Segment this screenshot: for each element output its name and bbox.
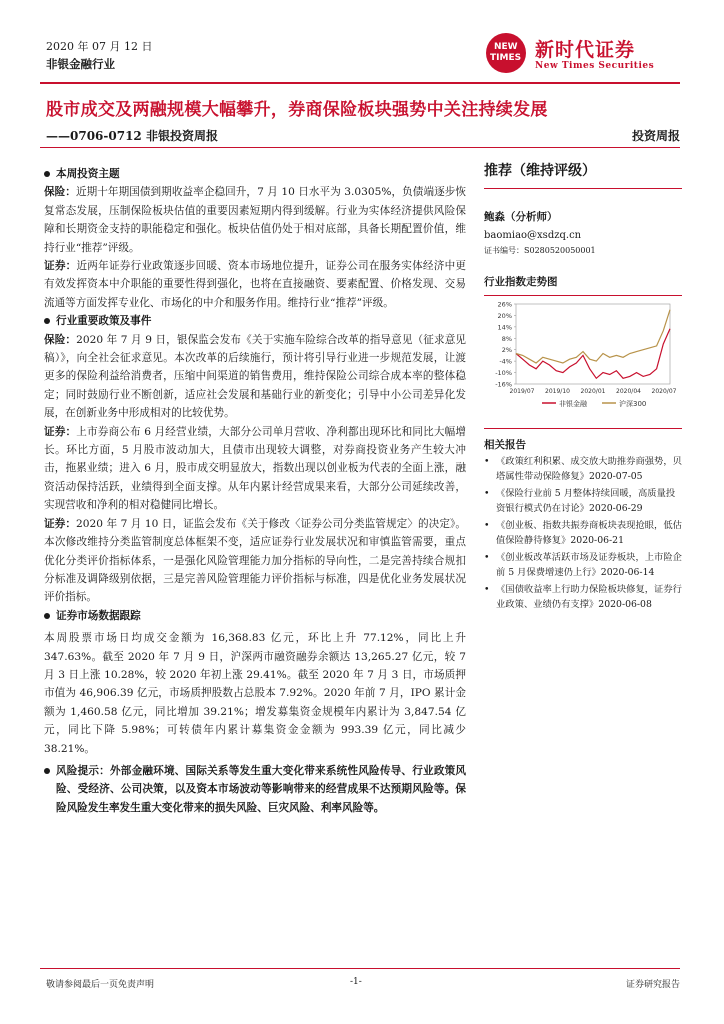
logo-mark-line1: NEW [494,42,518,52]
analyst-email: baomiao@xsdzq.cn [484,230,582,241]
y-tick-label: -10% [495,369,512,378]
series-line-hs300 [516,310,670,363]
rating-divider [484,188,682,189]
sector-label: 非银金融行业 [46,57,115,71]
x-tick-label: 2019/07 [509,388,535,395]
related-report-item[interactable] [484,486,682,516]
y-tick-label: 20% [497,311,512,320]
rating-label: 推荐（维持评级） [484,163,596,179]
policy-insurance-paragraph: 保险：2020 年 7 月 9 日，银保监会发布《关于实施车险综合改革的指导意见（征求意见稿）》，向全社会征求意见。本次改革的后续施行，预计将引导行业进一步规范发展，让渡更多的保险利益给消费者，压缩中间渠道的销售费用，维持保险公司综合成本率的整体稳定；同时鼓励行业不断创新，适应社会发展和基础行业的新变化；引导中小公司差异化发展，在创新业务中形成相对的比较优势。 [44,333,466,420]
company-logo [486,33,672,77]
section-market-heading: 证券市场数据跟踪 [44,607,466,625]
series-line-nonbank [516,329,670,379]
related-report-date: 2020-06-29 [588,503,643,514]
related-divider [484,428,682,429]
legend-label: 沪深300 [619,400,647,408]
report-date: 2020 年 07 月 12 日 [46,40,153,53]
related-report-item[interactable] [484,550,682,580]
logo-cn-text: 新时代证券 [535,39,636,61]
bullet-icon [44,171,50,177]
footer-disclaimer: 敬请参阅最后一页免责声明 [46,980,155,990]
report-subtitle: ——0706-0712 非银投资周报 [46,129,218,143]
main-content [44,165,466,817]
theme-insurance-paragraph: 保险：近期十年期国债到期收益率企稳回升，7 月 10 日水平为 3.0305%，负债端逐步恢复常态发展，压制保险板块估值的重要因素短期内得到缓解。行业为实体经济提供风险保障和长期资金支持的职能稳定和强化。板块估值仍处于相对底部，具备长期配置价值，维持行业“推荐”评级。 [44,186,466,254]
market-data-paragraph: 本周股票市场日均成交金额为 16,368.83 亿元，环比上升 77.12%，同比上升 347.63%。截至 2020 年 7 月 9 日，沪深两市融资融券余额达 13,265.27 亿元，较 7 月 3 日上涨 10.28%，较 2020 年初上涨 29.41%。截至 2020 年 7 月 3 日，市场质押市值为 46,906.39 亿元，市场质押股数占总股本 7.92%。2020 年前 7 月，IPO 累计金额为 1,460.58 亿元，同比增加 39.21%；增发募集资金规模年内累计为 3,847.54 亿元，同比下降 5.98%；可转债年内累计募集资金金额为 993.39 亿元，同比减少 38.21%。 [44,632,466,755]
related-report-item[interactable] [484,582,682,612]
policy-securities-paragraph-2: 证券：2020 年 7 月 10 日，证监会发布《关于修改〈证券公司分类监管规定〉的决定》。本次修改维持分类监管制度总体框架不变，适应证券行业发展状况和审慎监管需要，重点优化分类评价指标体系，一是强化风险管理能力加分指标的导向性，二是完善持续合规扣分标准及调降级别依据，三是完善风险管理能力评价指标与标准，四是优化业务发展状况评价指标。 [44,517,467,604]
title-divider [40,147,680,148]
bullet-icon [44,318,50,324]
sidebar [484,158,682,614]
bullet-icon [44,613,50,619]
related-reports-list [484,454,682,612]
section-theme-heading: 本周投资主题 [44,165,466,183]
index-trend-chart [484,300,682,424]
header-divider [40,82,680,84]
footer-divider [40,968,680,969]
theme-securities-paragraph: 证券：近两年证券行业政策逐步回暖、资本市场地位提升，证券公司在服务实体经济中更有效发挥资本中介职能的重要性得到强化，也将在直接融资、要素配置、价格发现、交易流通等方面发挥专业化、市场化的中介和服务作用。维持行业“推荐”评级。 [44,260,467,309]
logo-mark-line2: TIMES [490,53,522,63]
y-tick-label: 2% [501,346,512,355]
chart-title: 行业指数走势图 [484,276,558,288]
x-tick-label: 2020/04 [616,388,641,395]
y-tick-label: 8% [501,334,512,343]
policy-securities-paragraph-1: 证券：上市券商公布 6 月经营业绩，大部分公司单月营收、净利都出现环比和同比大幅增长。环比方面，5 月股市波动加大，且债市出现较大调整，对券商投资业务产生较大冲击，拖累业绩；进入 6 月，股市成交明显放大，指数出现以创业板为代表的全面上涨，融资活动保持活跃，业绩得到全面支撑。从年内累计经营成果来看，大部分公司延续改善，实现营收和净利的相对稳健同比增长。 [44,425,466,512]
analyst-name: 鲍淼（分析师） [484,211,558,223]
logo-en-text: New Times Securities [535,61,655,71]
related-report-title: 《创业板改革活跃市场及证券板块，上市险企前 5 月保费增速仍上行》 [496,552,682,578]
related-report-title: 《国债收益率上行助力保险板块修复，证券行业政策、业绩仍有支撑》 [496,584,682,610]
related-report-title: 《创业板、指数共振券商板块表现抢眼，低估值保险静待修复》 [496,520,682,546]
related-report-item[interactable] [484,454,682,484]
y-tick-label: 26% [497,300,512,309]
y-tick-label: 14% [497,323,512,332]
footer-doc-type: 证券研究报告 [625,980,680,990]
legend-label: 非银金融 [559,400,587,408]
page-number: -1- [350,977,362,987]
analyst-cert: 证书编号：S0280520050001 [484,246,596,255]
chart-frame [516,304,670,384]
related-report-date: 2020-07-05 [588,471,643,482]
x-tick-label: 2020/07 [651,388,677,395]
related-report-title: 《政策红利积累、成交放大助推券商强势，贝塔属性带动保险修复》 [496,456,682,482]
bullet-icon [44,768,50,774]
related-reports-title: 相关报告 [484,439,526,451]
section-policy-heading: 行业重要政策及事件 [44,312,466,330]
related-report-item[interactable] [484,518,682,548]
risk-warning: 风险提示：外部金融环境、国际关系等发生重大变化带来系统性风险传导、行业政策风险、受经济、公司决策，以及资本市场波动等影响带来的经营成果不达预期风险等。保险风险发生率发生重大变化带来的损失风险、巨灾风险、利率风险等。 [44,762,466,817]
related-report-date: 2020-06-08 [598,599,652,610]
related-report-title: 《保险行业前 5 月整体持续回暖，高质量投资银行模式仍在讨论》 [496,488,676,514]
related-report-date: 2020-06-21 [570,535,624,546]
y-tick-label: -16% [495,380,512,389]
related-report-date: 2020-06-14 [600,567,655,578]
x-tick-label: 2020/01 [580,388,606,395]
y-tick-label: -4% [499,357,512,366]
x-tick-label: 2019/10 [545,388,570,395]
report-title: 股市成交及两融规模大幅攀升，券商保险板块强势中关注持续发展 [46,100,548,120]
chart-divider [484,295,682,296]
logo-mark [486,33,526,73]
report-type: 投资周报 [631,129,680,143]
